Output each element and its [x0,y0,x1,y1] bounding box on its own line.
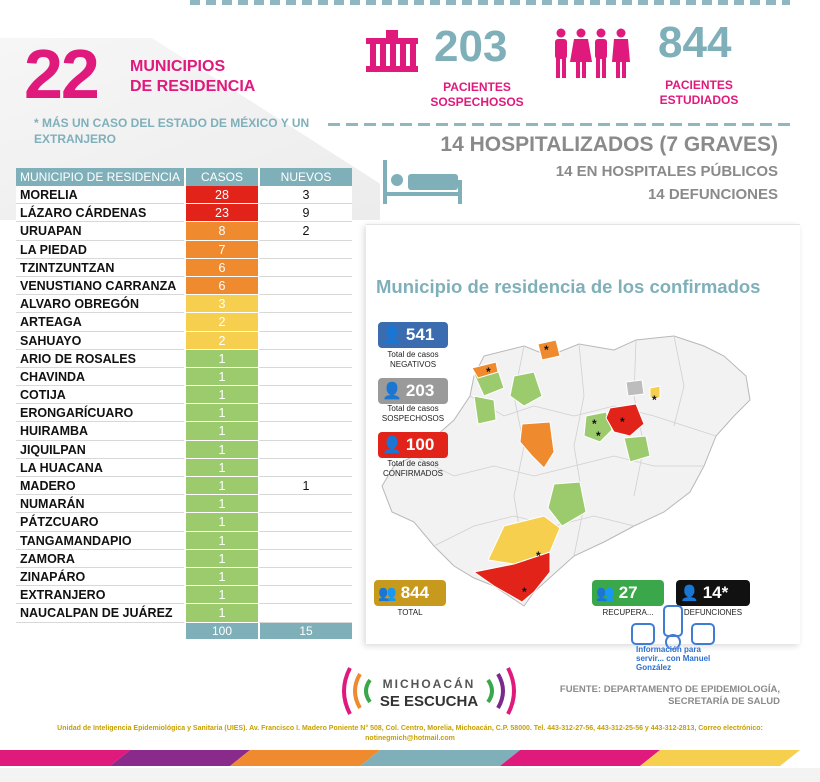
nuevos-cell: 3 [258,186,352,204]
casos-cell: 1 [184,422,258,440]
municipio-name-cell: ZAMORA [16,550,184,568]
estudiados-caption [634,78,764,108]
person-icon: 👤 [382,383,402,400]
casos-cell: 28 [184,186,258,204]
municipio-name-cell: ALVARO OBREGÓN [16,295,184,313]
table-row [16,295,352,313]
total-number: 844 [400,583,430,602]
estudiados-caption-line2: ESTUDIADOS [659,93,739,107]
casos-cell: 23 [184,204,258,222]
table-row [16,604,352,622]
municipios-title-line2: DE RESIDENCIA [130,78,256,95]
map-asterisk-6: * [652,393,657,407]
map-defunciones-number: 14* [702,583,729,602]
nuevos-cell [258,568,352,586]
map-sospechosos-number: 203 [405,381,435,400]
estudiados-number: 844 [658,18,732,67]
logo-line1: MICHOACÁN [382,677,476,691]
municipio-name-cell: EXTRANJERO [16,586,184,604]
municipio-name-cell: JIQUILPAN [16,441,184,459]
table-row [16,550,352,568]
municipio-name-cell: TZINTZUNTZAN [16,259,184,277]
logo-line2: SE ESCUCHA [379,693,479,710]
municipio-name-cell: PÁTZCUARO [16,513,184,531]
table-row [16,368,352,386]
casos-cell: 1 [184,604,258,622]
negativos-badge [378,322,448,348]
municipio-name-cell: ERONGARÍCUARO [16,404,184,422]
nuevos-cell: 2 [258,222,352,240]
sospechosos-caption-line2: SOSPECHOSOS [430,95,524,109]
confirmados-badge [378,432,448,458]
mid-dashed-divider [328,123,790,126]
table-row [16,586,352,604]
table-row [16,204,352,222]
table-row [16,495,352,513]
nuevos-cell [258,404,352,422]
table-row [16,568,352,586]
casos-cell: 1 [184,495,258,513]
nuevos-cell [258,241,352,259]
municipio-name-cell: NAUCALPAN DE JUÁREZ [16,604,184,622]
nuevos-cell [258,386,352,404]
sospechosos-map-caption-line1: Total de casos [387,404,439,413]
municipio-name-cell: MORELIA [16,186,184,204]
source-line1: FUENTE: DEPARTAMENTO DE EPIDEMIOLOGÍA, [559,684,780,695]
nuevos-cell [258,332,352,350]
municipio-name-cell: LA HUACANA [16,459,184,477]
municipios-title-line1: MUNICIPIOS [130,58,226,75]
person-icon: 👤 [382,437,402,454]
casos-cell: 7 [184,241,258,259]
nuevos-cell [258,259,352,277]
map-asterisk-5: * [596,429,601,443]
nuevos-cell [258,550,352,568]
recuperados-number: 27 [618,583,638,602]
nuevos-cell [258,368,352,386]
casos-cell: 3 [184,295,258,313]
casos-cell: 1 [184,513,258,531]
municipios-count: 22 [24,35,98,113]
region-green-3 [474,396,496,424]
municipio-name-cell: URUAPAN [16,222,184,240]
casos-cell: 6 [184,277,258,295]
people-icon: 👥 [596,585,615,602]
people-group-icon [552,28,630,80]
municipios-title [130,57,255,97]
hospital-bed-icon [382,160,462,204]
confirmados-number: 100 [405,435,435,454]
municipio-name-cell: ARIO DE ROSALES [16,350,184,368]
casos-cell: 1 [184,586,258,604]
map-asterisk-4: * [592,417,597,431]
nuevos-cell [258,495,352,513]
sospechosos-caption-line1: PACIENTES [443,80,511,94]
defunciones-text: 14 DEFUNCIONES [647,186,778,203]
table-row [16,277,352,295]
negativos-number: 541 [405,325,435,344]
footer-spacer [16,623,184,639]
negativos-caption [370,350,456,370]
municipio-name-cell: VENUSTIANO CARRANZA [16,277,184,295]
total-caption: TOTAL [397,608,423,617]
sospechosos-badge [378,378,448,404]
municipio-name-cell: ZINAPÁRO [16,568,184,586]
nuevos-cell [258,441,352,459]
source-text [540,684,780,708]
region-orange-2 [538,340,560,360]
casos-cell: 1 [184,568,258,586]
confirmados-caption-line1: Total de casos [387,459,439,468]
header-casos: CASOS [184,168,258,186]
municipio-name-cell: HUIRAMBA [16,422,184,440]
estudiados-caption-line1: PACIENTES [665,78,733,92]
table-footer [16,623,352,639]
total-casos: 100 [184,623,258,639]
nuevos-cell [258,313,352,331]
hospitalizados-text: 14 HOSPITALIZADOS (7 GRAVES) [440,133,778,156]
watermark-text: Información para servir... con Manuel González [636,645,711,672]
municipio-name-cell: COTIJA [16,386,184,404]
negativos-caption-line2: NEGATIVOS [389,360,437,369]
nuevos-cell [258,295,352,313]
nuevos-cell [258,422,352,440]
nuevos-cell [258,350,352,368]
negativos-caption-line1: Total de casos [387,350,439,359]
nuevos-cell [258,586,352,604]
hospital-bars-icon [366,30,418,72]
casos-cell: 1 [184,404,258,422]
casos-cell: 2 [184,332,258,350]
nuevos-cell [258,513,352,531]
table-body [16,186,352,623]
casos-cell: 1 [184,550,258,568]
sospechosos-caption [412,80,542,110]
municipio-name-cell: SAHUAYO [16,332,184,350]
table-row [16,186,352,204]
municipio-name-cell: CHAVINDA [16,368,184,386]
top-dashed-divider [190,0,790,5]
source-line2: SECRETARÍA DE SALUD [668,696,780,707]
recuperados-badge [592,580,664,606]
casos-cell: 1 [184,386,258,404]
table-row [16,477,352,495]
table-row [16,459,352,477]
table-row [16,313,352,331]
table-row [16,350,352,368]
casos-cell: 1 [184,368,258,386]
map-title: Municipio de residencia de los confirmados [376,276,761,297]
map-asterisk-7: * [536,549,541,563]
map-asterisk-2: * [486,365,491,379]
table-row [16,422,352,440]
nuevos-cell [258,532,352,550]
nuevos-cell [258,277,352,295]
header-nuevos: NUEVOS [258,168,352,186]
confirmados-caption-line2: CONFIRMADOS [383,469,443,478]
bottom-color-band [0,750,820,782]
hospitales-publicos-text: 14 EN HOSPITALES PÚBLICOS [555,163,778,180]
header-municipio: MUNICIPIO DE RESIDENCIA [20,170,181,184]
total-badge [374,580,446,606]
map-asterisk-8: * [522,585,527,599]
total-nuevos: 15 [258,623,352,639]
casos-cell: 6 [184,259,258,277]
casos-cell: 1 [184,441,258,459]
header-note: * MÁS UN CASO DEL ESTADO DE MÉXICO Y UN EXTRANJERO [34,116,310,146]
sospechosos-number: 203 [434,22,508,71]
defunciones-badge [676,580,750,606]
table-row [16,513,352,531]
casos-cell: 1 [184,532,258,550]
table-row [16,222,352,240]
defunciones-caption: DEFUNCIONES [683,608,743,617]
municipio-name-cell: LÁZARO CÁRDENAS [16,204,184,222]
person-icon: 👤 [680,585,699,602]
municipios-table [16,168,352,639]
sospechosos-map-caption [370,404,456,424]
casos-cell: 2 [184,313,258,331]
table-row [16,532,352,550]
municipio-name-cell: LA PIEDAD [16,241,184,259]
casos-cell: 1 [184,459,258,477]
map-asterisk-1: * [544,343,549,357]
casos-cell: 1 [184,477,258,495]
table-row [16,259,352,277]
person-icon: 👤 [382,327,402,344]
table-row [16,386,352,404]
table-header [16,168,352,186]
casos-cell: 1 [184,350,258,368]
people-icon: 👥 [378,585,397,602]
nuevos-cell: 1 [258,477,352,495]
table-row [16,404,352,422]
sospechosos-map-caption-line2: SOSPECHOSOS [381,414,445,423]
map-asterisk-3: * [620,415,625,429]
municipio-name-cell: NUMARÁN [16,495,184,513]
confirmados-caption [370,459,456,479]
casos-cell: 8 [184,222,258,240]
region-gray-1 [626,380,644,396]
nuevos-cell: 9 [258,204,352,222]
municipio-name-cell: ARTEAGA [16,313,184,331]
table-row [16,241,352,259]
table-row [16,332,352,350]
recuperados-caption: RECUPERA... [602,608,654,617]
address-text: Unidad de Inteligencia Epidemiológica y Sanitaria (UIES). Av. Francisco I. Madero Poniente N° 508, Col. Centro, Morelia, Michoacán, C.P. 58000. Tel. 443-312-27-56, 443-312-25-56 y 443-312-2813, Correo electrónico: notinegmich@hotmail.com [57,725,763,742]
michoacan-se-escucha-logo [336,660,522,722]
municipio-name-cell: MADERO [16,477,184,495]
municipio-name-cell: TANGAMANDAPIO [16,532,184,550]
table-row [16,441,352,459]
nuevos-cell [258,459,352,477]
nuevos-cell [258,604,352,622]
